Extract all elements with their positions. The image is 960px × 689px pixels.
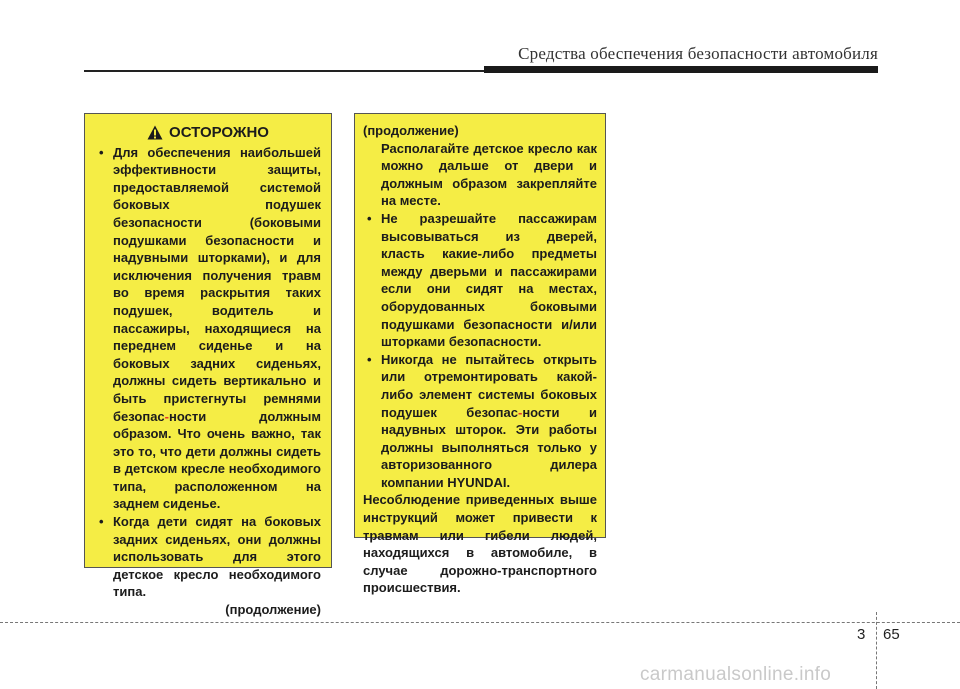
warning-bullet [363, 210, 597, 351]
continued-label-top: (продолжение) [363, 123, 459, 138]
header-title: Средства обеспечения безопасности автомобиля [518, 44, 878, 63]
continued-label: (продолжение) [225, 602, 321, 618]
hyphen-mark: - [164, 408, 169, 424]
watermark: carmanualsonline.info [640, 664, 832, 685]
warning-box-right [354, 113, 606, 596]
warning-triangle-icon [147, 125, 163, 140]
warning-bullet-text: Когда дети сидят на боковых задних сиденьях, они должны использовать для этого детское кресло необходимого типа. [113, 514, 321, 600]
warning-closing: Несоблюдение приведенных выше инструкций может привести к травмам или гибели людей, находящихся в автомобиле, в случае дорожно-транспортного происшествия. [363, 492, 597, 596]
warning-bullet-text-cont: ности должным образом. Что очень важно, так это то, что дети должны сидеть в детском кресле необходимого типа, расположенном на заднем сиденье. [113, 408, 321, 512]
warning-title-text: ОСТОРОЖНО [169, 124, 269, 141]
warning-bullet-text: Никогда не пытайтесь открыть или отремонтировать какой-либо элемент системы боковых подушек безопас [381, 351, 597, 420]
warning-title [95, 124, 321, 142]
warning-bullet [95, 513, 321, 601]
warning-box-left [84, 113, 332, 618]
warning-intro: Располагайте детское кресло как можно дальше от двери и должным образом закрепляйте на месте. [381, 140, 597, 209]
footer-vertical-divider [876, 612, 877, 689]
warning-bullet-text-cont: ности и надувных шторок. Эти работы должны выполняться только у авторизованного дилера компании HYUNDAI. [381, 404, 597, 490]
header-rule-thick [484, 66, 878, 73]
warning-bullet-text: Не разрешайте пассажирам высовываться из дверей, класть какие-либо предметы между дверьми и пассажирами если они сидят на местах, оборудованных боковыми подушками безопасности и/или шторками безопасности. [381, 210, 597, 350]
footer-divider [0, 622, 960, 623]
warning-bullet-text: Для обеспечения наибольшей эффективности защиты, предоставляемой системой боковых подушек безопасности (боковыми подушками безопасности и надувными шторками), и для исключения получения травм во время раскрытия таких подушек, водитель и пассажиры, находящиеся на переднем сиденье и на боковых задних сиденьях, должны сидеть вертикально и быть пристегнуты ремнями безопас [113, 144, 321, 424]
warning-bullet [95, 144, 321, 513]
chapter-number: 3 [857, 626, 866, 643]
hyphen-mark: - [517, 404, 523, 420]
warning-bullet [363, 351, 597, 492]
page-number: 65 [883, 626, 900, 643]
